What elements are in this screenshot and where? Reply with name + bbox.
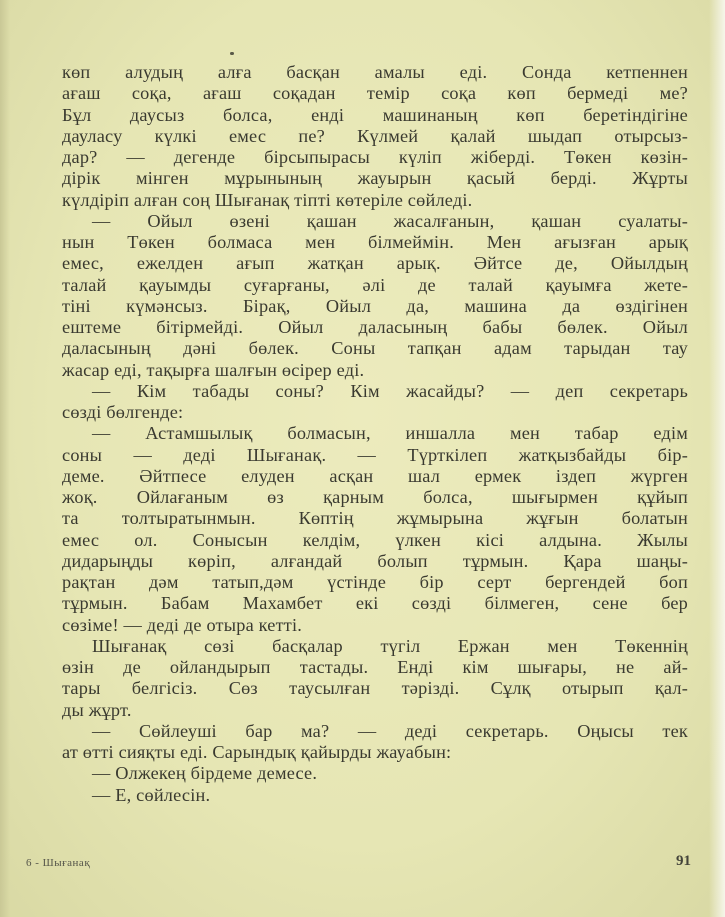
text-line: жоқ. Ойлағаным өз қарным болса, шығырмен құйып: [62, 487, 688, 507]
text-line: рақтан дәм татып,дәм үстінде бір серт бергендей боп: [62, 572, 688, 592]
signature-mark: 6 - Шығанақ: [26, 857, 91, 869]
paragraph: [62, 62, 688, 211]
text-line: даласының дәні бөлек. Соны тапқан адам тарыдан тау: [62, 338, 688, 359]
text-line: тары белгісіз. Сөз таусылған тәрізді. Сұлқ отырып қал-: [62, 678, 688, 699]
text-line: та толтыратынмын. Көптің жұмырына жұғын болатын: [62, 508, 688, 529]
text-line: соны — деді Шығанақ. — Түрткілеп жатқызбайды бір-: [62, 444, 688, 465]
text-line: сөзді бөлгенде:: [62, 402, 184, 422]
paragraph: [62, 763, 688, 784]
text-line: дауласу күлкі емес пе? Күлмей қалай шыдап отырсыз-: [62, 125, 688, 146]
text-line: нын Төкен болмаса мен білмеймін. Мен ағызған арық: [62, 232, 688, 252]
paragraph: [62, 785, 688, 806]
page-edge-highlight: [709, 0, 725, 917]
text-line: тұрмын. Бабам Махамбет екі сөзді білмеген, сене бер: [62, 593, 688, 614]
page-body: [62, 62, 688, 806]
text-line: Шығанақ сөзі басқалар түгіл Ержан мен Төкеннің: [92, 635, 688, 656]
text-line: Бұл даусыз болса, енді машинаның көп беретіндігіне: [62, 104, 688, 125]
text-line: ағаш соқа, ағаш соқадан темір соқа көп бермеді ме?: [62, 83, 688, 104]
text-line: өзін де ойландырып тастады. Енді кім шығары, не ай-: [62, 657, 688, 677]
text-line: емес ол. Соныcын келдім, үлкен кісі алдына. Жылы: [62, 529, 688, 550]
paragraph: [62, 721, 688, 764]
text-line: сөзіме! — деді де отыра кетті.: [62, 614, 303, 635]
text-line: деме. Әйтпесе елуден асқан шал ермек іздеп жүрген: [62, 465, 688, 486]
page-edge-shadow: [0, 0, 10, 917]
text-line: ештеме бітірмейді. Ойыл даласының бабы бөлек. Ойыл: [62, 317, 688, 337]
text-line: жасар еді, тақырға шалғын өсірер еді.: [62, 359, 365, 380]
paragraph: [62, 381, 688, 424]
text-line: емес, ежелден ағып жатқан арық. Әйтсе де, Ойылдың: [62, 253, 688, 274]
text-line: дірік мінген мұрынының жауырын қасый берді. Жұрты: [62, 168, 688, 189]
text-line: — Астамшылық болмасын, иншалла мен табар едім: [92, 423, 688, 444]
print-speck: [230, 52, 234, 55]
text-line: тіні күмәнсыз. Бірақ, Ойыл да, машина да өздігінен: [62, 295, 688, 316]
page-number: 91: [676, 853, 691, 869]
text-line: көп алудың алға басқан амалы еді. Сонда кетпеннен: [62, 62, 688, 82]
text-line: ат өтті сияқты еді. Сарындық қайырды жауабын:: [62, 742, 452, 762]
text-line: — Кім табады соны? Кім жасайды? — деп секретарь: [92, 380, 688, 401]
text-line: дидарыңды көріп, алғандай болып тұрмын. Қара шаңы-: [62, 550, 688, 571]
text-line: — Олжекең бірдеме демесе.: [92, 763, 318, 784]
text-line: ды жұрт.: [62, 699, 132, 720]
text-line: күлдіріп алған соң Шығанақ тіпті көтеріле сөйледі.: [62, 189, 473, 210]
text-line: дар? — дегенде бірсыпырасы күліп жіберді. Төкен көзін-: [62, 147, 688, 167]
text-line: — Сөйлеуші бар ма? — деді секретарь. Оңысы тек: [92, 720, 688, 741]
paragraph: [62, 423, 688, 636]
text-line: — Е, сөйлесін.: [92, 784, 211, 805]
text-line: талай қауымды суғарғаны, әлі де талай қауымға жете-: [62, 274, 688, 295]
paragraph: [62, 636, 688, 721]
paragraph: [62, 211, 688, 381]
text-line: — Ойыл өзені қашан жасалғанын, қашан суалаты-: [92, 210, 688, 231]
